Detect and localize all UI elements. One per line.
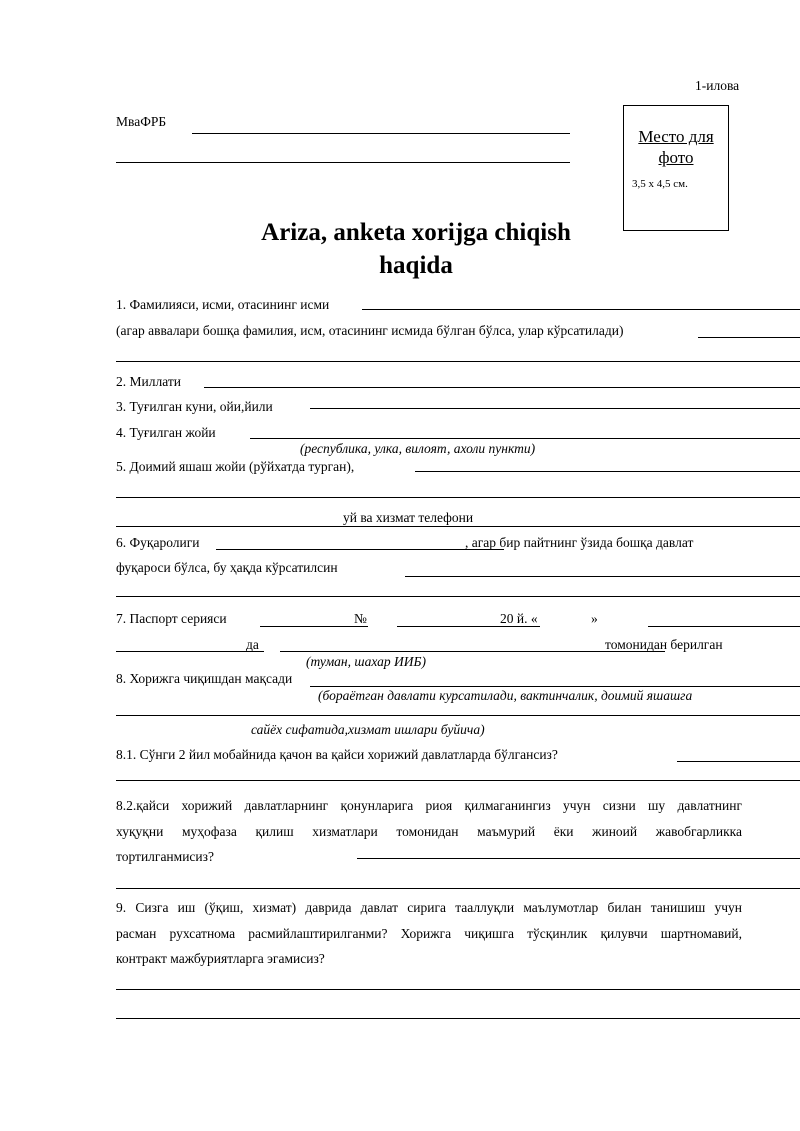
- field-8-label: 8. Хорижга чиқишдан мақсади: [116, 671, 293, 686]
- passport-issuer-hint: (туман, шахар ИИБ): [306, 654, 426, 669]
- field-8-1-line[interactable]: [677, 761, 800, 762]
- passport-da-label: да: [246, 637, 259, 652]
- org-label: МваФРБ: [116, 114, 167, 129]
- field-5-phone-line[interactable]: [116, 526, 800, 527]
- field-9-line-2[interactable]: [116, 1018, 800, 1019]
- field-1-note: (агар аввалари бошқа фамилия, исм, отасининг исмида бўлган бўлса, улар кўрсатилади): [116, 323, 624, 338]
- field-5-phone-label: уй ва хизмат телефони: [343, 510, 474, 525]
- field-8-line-2[interactable]: [116, 715, 800, 716]
- field-9-line-3: контракт мажбуриятларга эгамисиз?: [116, 951, 325, 966]
- photo-box: [623, 105, 729, 231]
- field-4-line[interactable]: [250, 438, 800, 439]
- photo-label-line2: фото: [658, 148, 694, 167]
- photo-label-line1: Место для: [638, 127, 714, 146]
- field-3-label: 3. Туғилган куни, ойи,йили: [116, 399, 273, 414]
- field-8-2-line-2-blank[interactable]: [116, 888, 800, 889]
- field-2-label: 2. Миллати: [116, 374, 181, 389]
- field-8-1-label: 8.1. Сўнги 2 йил мобайнида қачон ва қайси хорижий давлатларда бўлгансиз?: [116, 747, 558, 762]
- field-6-continuation: фуқароси бўлса, бу ҳақда кўрсатилсин: [116, 560, 338, 575]
- appendix-number: 1-илова: [695, 78, 740, 93]
- field-9-line-2: расман рухсатнома расмийлаштирилганми? Хорижга чиқишга тўсқинлик қилувчи шартномавий,: [116, 926, 742, 941]
- field-4-hint: (республика, улка, вилоят, ахоли пункти): [300, 441, 536, 456]
- passport-date-line[interactable]: [648, 626, 800, 627]
- field-5-line-2[interactable]: [116, 497, 800, 498]
- passport-issued-label: томонидан берилган: [605, 637, 723, 652]
- field-6-line[interactable]: [216, 549, 504, 550]
- photo-size: 3,5 х 4,5 см.: [632, 178, 688, 190]
- field-3-line[interactable]: [310, 408, 800, 409]
- passport-series-line[interactable]: [260, 626, 368, 627]
- document-title-line2: haqida: [379, 252, 453, 279]
- field-5-line[interactable]: [415, 471, 800, 472]
- field-1-note-line[interactable]: [698, 337, 800, 338]
- field-9-line-1: 9. Сизга иш (ўқиш, хизмат) даврида давлат сирига тааллуқли маълумотлар билан танишиш учун: [116, 900, 742, 915]
- field-8-2-line-1: 8.2.қайси хорижий давлатларнинг қонунларига риоя қилмаганингиз учун сизни шу давлатнинг: [116, 798, 742, 813]
- field-8-1-line-2[interactable]: [116, 780, 800, 781]
- passport-number-line[interactable]: [397, 626, 540, 627]
- field-9-line[interactable]: [116, 989, 800, 990]
- org-blank-line[interactable]: [192, 133, 570, 134]
- field-8-2-line-3: тортилганмисиз?: [116, 849, 214, 864]
- field-8-2-line-2: хуқуқни муҳофаза қилиш хизматлари томонидан маъмурий ёки жиноий жавобгарликка: [116, 824, 742, 839]
- field-4-label: 4. Туғилган жойи: [116, 425, 216, 440]
- field-5-label: 5. Доимий яшаш жойи (рўйхатда турган),: [116, 459, 355, 474]
- field-2-line[interactable]: [204, 387, 800, 388]
- field-8-2-line[interactable]: [357, 858, 800, 859]
- passport-year-label: 20 й. «: [500, 611, 538, 626]
- field-7-label: 7. Паспорт серияси: [116, 611, 227, 626]
- passport-date-line-2[interactable]: [116, 651, 264, 652]
- passport-date-close-quote: »: [591, 611, 598, 626]
- passport-number-sign: №: [354, 611, 367, 626]
- document-title-line1: Ariza, anketa xorijga chiqish: [261, 219, 571, 246]
- org-blank-line-2[interactable]: [116, 162, 570, 163]
- field-8-hint-2: сайёх сифатида,хизмат ишлари буйича): [251, 722, 485, 737]
- field-6-label: 6. Фуқаролиги: [116, 535, 200, 550]
- field-8-line[interactable]: [310, 686, 800, 687]
- field-6-line-3[interactable]: [116, 596, 800, 597]
- field-1-label: 1. Фамилияси, исми, отасининг исми: [116, 297, 330, 312]
- field-1-line-2[interactable]: [116, 361, 800, 362]
- field-6-line-2[interactable]: [405, 576, 800, 577]
- field-6-mid-text: , агар бир пайтнинг ўзида бошқа давлат: [465, 535, 694, 550]
- field-8-hint-1: (бораётган давлати курсатилади, вактинчалик, доимий яшашга: [318, 688, 693, 703]
- field-1-line[interactable]: [362, 309, 800, 310]
